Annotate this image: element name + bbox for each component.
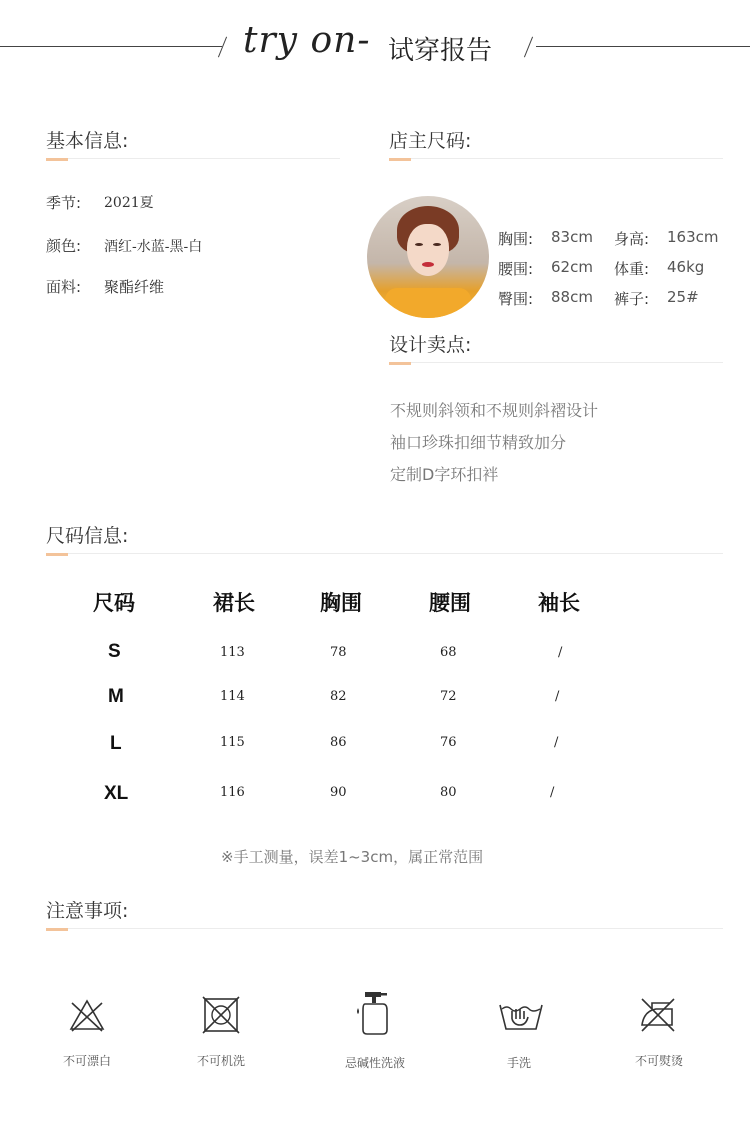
- waist-label: 腰围:: [498, 260, 534, 278]
- waist-value: 62cm: [551, 258, 593, 276]
- bust-cell: 86: [330, 735, 347, 750]
- size-info-accent: [46, 553, 68, 556]
- owner-size-rule: [389, 158, 723, 159]
- hip-label: 臀围:: [498, 290, 534, 308]
- sleeve-cell: /: [558, 645, 563, 660]
- hip-value: 88cm: [551, 288, 593, 306]
- weight-value: 46kg: [667, 258, 705, 276]
- bust-cell: 82: [330, 689, 347, 704]
- bust-value: 83cm: [551, 228, 593, 246]
- care-label: 不可机洗: [196, 1054, 245, 1068]
- size-info-title: 尺码信息:: [46, 525, 129, 547]
- table-header-length: 裙长: [213, 591, 255, 615]
- care-label: 手洗: [506, 1056, 531, 1070]
- bust-cell: 90: [330, 785, 347, 800]
- length-cell: 116: [220, 785, 245, 800]
- bust-label: 胸围:: [498, 230, 534, 248]
- height-value: 163cm: [667, 228, 719, 246]
- table-header-bust: 胸围: [320, 591, 362, 615]
- no-bleach-icon: [67, 995, 107, 1035]
- basic-info-rule: [46, 158, 340, 159]
- waist-cell: 80: [440, 785, 457, 800]
- avatar-lips: [422, 262, 434, 267]
- design-point: 定制D字环扣袢: [390, 465, 499, 484]
- table-header-sleeve: 袖长: [538, 591, 580, 615]
- care-rule: [46, 928, 723, 929]
- size-cell: XL: [104, 783, 129, 804]
- pants-value: 25#: [667, 288, 699, 306]
- care-label: 不可熨烫: [634, 1054, 683, 1068]
- avatar-eye-right: [433, 243, 441, 246]
- header-line-left: [0, 46, 222, 47]
- hand-wash-icon: [498, 995, 544, 1035]
- length-cell: 113: [220, 645, 245, 660]
- size-cell: S: [108, 641, 121, 662]
- size-cell: L: [110, 733, 122, 754]
- owner-size-accent: [389, 158, 411, 161]
- care-label: 不可漂白: [62, 1054, 111, 1068]
- fabric-value: 聚酯纤维: [104, 278, 165, 296]
- sleeve-cell: /: [550, 785, 555, 800]
- sleeve-cell: /: [554, 735, 559, 750]
- avatar-eye-left: [415, 243, 423, 246]
- design-point: 袖口珍珠扣细节精致加分: [390, 433, 567, 452]
- design-rule: [389, 362, 723, 363]
- weight-label: 体重:: [614, 260, 650, 278]
- header-slash-left: [218, 37, 227, 58]
- size-info-rule: [46, 553, 723, 554]
- color-value: 酒红-水蓝-黑-白: [104, 239, 203, 255]
- care-title: 注意事项:: [46, 900, 129, 922]
- header-slash-right: [524, 37, 533, 58]
- avatar-face: [407, 224, 449, 276]
- avatar-dress: [385, 288, 471, 318]
- measurement-note: ※手工测量，误差1~3cm，属正常范围: [221, 848, 484, 866]
- care-label: 忌碱性洗液: [344, 1056, 405, 1070]
- no-alkaline-detergent-icon: [355, 990, 395, 1036]
- table-header-waist: 腰围: [429, 591, 471, 615]
- length-cell: 115: [220, 735, 245, 750]
- header-line-right: [536, 46, 750, 47]
- care-accent: [46, 928, 68, 931]
- no-machine-wash-icon: [201, 995, 241, 1035]
- height-label: 身高:: [614, 230, 650, 248]
- waist-cell: 76: [440, 735, 457, 750]
- design-accent: [389, 362, 411, 365]
- pants-label: 裤子:: [614, 290, 650, 308]
- bust-cell: 78: [330, 645, 347, 660]
- table-header-size: 尺码: [93, 591, 135, 615]
- basic-info-accent: [46, 158, 68, 161]
- design-point: 不规则斜领和不规则斜褶设计: [390, 401, 599, 420]
- size-cell: M: [108, 686, 124, 707]
- design-title: 设计卖点:: [389, 334, 472, 356]
- header-title: 试穿报告: [388, 36, 493, 66]
- waist-cell: 72: [440, 689, 457, 704]
- fabric-label: 面料:: [46, 278, 82, 296]
- season-label: 季节:: [46, 194, 82, 212]
- basic-info-title: 基本信息:: [46, 130, 129, 152]
- color-label: 颜色:: [46, 237, 82, 255]
- owner-size-title: 店主尺码:: [389, 130, 472, 152]
- length-cell: 114: [220, 689, 245, 704]
- season-value: 2021夏: [104, 195, 154, 211]
- header-script-title: try on-: [243, 20, 371, 61]
- sleeve-cell: /: [555, 689, 560, 704]
- no-iron-icon: [638, 995, 678, 1035]
- waist-cell: 68: [440, 645, 457, 660]
- owner-avatar: [367, 196, 489, 318]
